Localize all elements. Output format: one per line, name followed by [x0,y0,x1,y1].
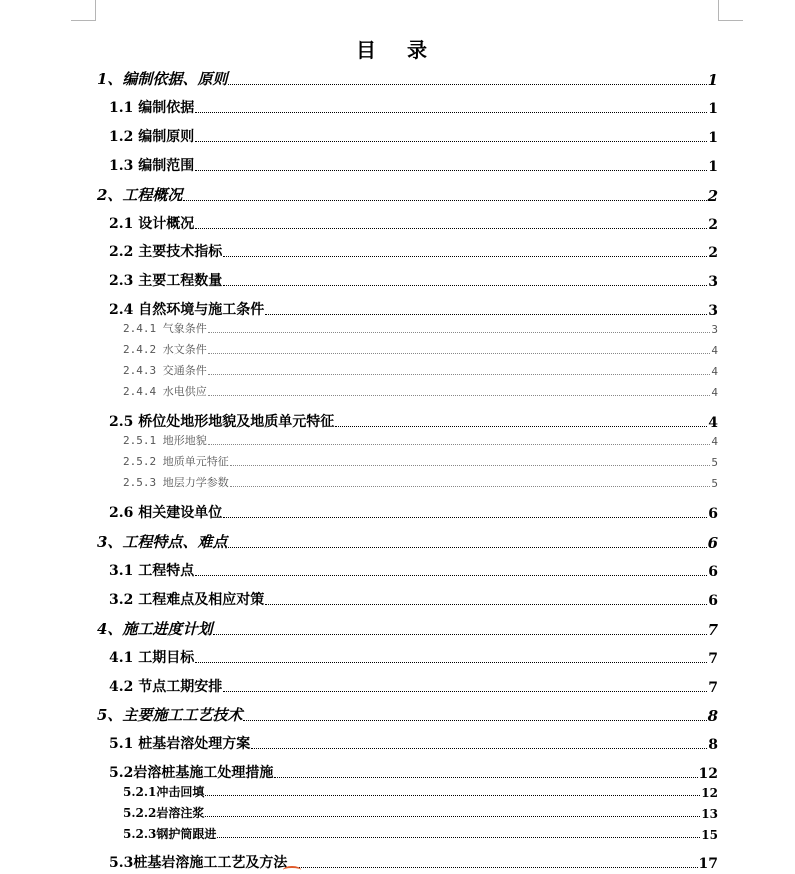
toc-entry[interactable] [97,68,718,89]
toc-entry-page-number: 17 [698,856,718,872]
toc-entry[interactable] [109,213,718,233]
toc-dot-leader [195,112,707,113]
toc-entry-page-number: 5 [711,456,718,469]
toc-entry[interactable] [109,560,718,580]
toc-entry-page-number: 4 [711,344,718,357]
toc-dot-leader [228,547,706,548]
toc-entry-label: 5.2.2岩溶注浆 [123,806,205,820]
toc-entry[interactable] [97,531,718,552]
toc-dot-leader [205,795,700,796]
toc-dot-leader [208,353,711,354]
toc-entry-label: 2.4 自然环境与施工条件 [109,302,265,318]
toc-dot-leader [195,170,707,171]
toc-dot-leader [223,285,707,286]
toc-dot-leader [265,604,707,605]
toc-dot-leader [208,444,711,445]
toc-entry-label: 2.4.3 交通条件 [123,364,207,377]
page-corner-mark-left [71,0,96,21]
toc-dot-leader [205,816,700,817]
toc-entry-label: 2.5.3 地层力学参数 [123,476,229,489]
toc-entry-page-number: 4 [711,435,718,448]
toc-dot-leader [288,867,697,868]
toc-entry-label: 4、施工进度计划 [97,620,213,638]
toc-entry[interactable] [109,411,718,431]
toc-entry-page-number: 7 [708,680,718,696]
toc-entry[interactable] [123,362,718,378]
toc-entry-page-number: 1 [708,101,718,117]
toc-entry[interactable] [109,126,718,146]
toc-entry-page-number: 6 [707,534,718,552]
toc-dot-leader [223,691,707,692]
toc-entry-label: 4.2 节点工期安排 [109,679,223,695]
toc-entry-label: 3、工程特点、难点 [97,533,228,551]
toc-dot-leader [230,486,711,487]
toc-entry[interactable] [123,383,718,399]
toc-entry-label: 2.1 设计概况 [109,216,195,232]
toc-entry-label: 1、编制依据、原则 [97,70,228,88]
toc-entry-page-number: 6 [708,564,718,580]
toc-entry-label: 5.1 桩基岩溶处理方案 [109,736,251,752]
toc-entry[interactable] [97,618,718,639]
toc-entry[interactable] [109,97,718,117]
toc-entry-label: 3.2 工程难点及相应对策 [109,592,265,608]
toc-dot-leader [243,720,706,721]
toc-entry-page-number: 1 [708,130,718,146]
toc-dot-leader [213,634,706,635]
toc-entry-page-number: 15 [701,828,718,842]
toc-dot-leader [223,256,707,257]
toc-dot-leader [208,332,711,333]
toc-dot-leader [208,374,711,375]
toc-dot-leader [228,84,706,85]
toc-entry[interactable] [109,589,718,609]
toc-entry[interactable] [109,241,718,261]
toc-entry-label: 5.2岩溶桩基施工处理措施 [109,765,274,781]
toc-entry-label: 2.4.2 水文条件 [123,343,207,356]
toc-entry-page-number: 4 [708,415,718,431]
toc-entry-page-number: 2 [708,217,718,233]
toc-dot-leader [223,517,707,518]
toc-entry-label: 2.2 主要技术指标 [109,244,223,260]
toc-entry-label: 1.1 编制依据 [109,100,195,116]
toc-entry-page-number: 1 [708,159,718,175]
toc-entry-label: 1.3 编制范围 [109,158,195,174]
toc-dot-leader [195,228,707,229]
toc-entry-label: 2.4.1 气象条件 [123,322,207,335]
toc-entry[interactable] [109,502,718,522]
toc-dot-leader [251,748,707,749]
toc-entry[interactable] [109,270,718,290]
toc-entry-page-number: 5 [711,477,718,490]
toc-entry[interactable] [123,341,718,357]
page-title: 目 录 [356,38,439,62]
toc-entry-label: 4.1 工期目标 [109,650,195,666]
toc-entry-page-number: 7 [708,651,718,667]
toc-dot-leader [195,141,707,142]
toc-entry-label: 1.2 编制原则 [109,129,195,145]
toc-entry[interactable] [123,825,718,842]
toc-entry-page-number: 4 [711,365,718,378]
toc-entry-page-number: 12 [698,766,718,782]
toc-entry[interactable] [109,647,718,667]
toc-entry-page-number: 1 [707,71,718,89]
toc-entry-page-number: 2 [708,245,718,261]
toc-entry[interactable] [109,762,718,782]
toc-entry[interactable] [97,184,718,205]
red-mark-icon [283,866,301,874]
toc-dot-leader [230,465,711,466]
toc-entry-label: 5.2.3钢护筒跟进 [123,827,217,841]
toc-entry[interactable] [123,453,718,469]
toc-entry[interactable] [123,783,718,800]
toc-entry[interactable] [123,320,718,336]
toc-entry-label: 2、工程概况 [97,186,183,204]
toc-entry[interactable] [123,804,718,821]
toc-entry-page-number: 2 [707,187,718,205]
toc-dot-leader [274,777,697,778]
toc-entry-label: 5.3桩基岩溶施工工艺及方法 [109,855,288,871]
toc-entry[interactable] [109,852,718,872]
toc-entry-label: 3.1 工程特点 [109,563,195,579]
toc-entry[interactable] [109,155,718,175]
toc-entry[interactable] [123,432,718,448]
toc-dot-leader [265,314,707,315]
toc-entry-page-number: 12 [701,786,718,800]
toc-entry[interactable] [109,299,718,319]
toc-entry[interactable] [109,676,718,696]
toc-entry[interactable] [109,733,718,753]
toc-dot-leader [195,662,707,663]
toc-entry-page-number: 8 [708,737,718,753]
toc-entry-page-number: 3 [708,303,718,319]
toc-entry-label: 5、主要施工工艺技术 [97,706,243,724]
toc-dot-leader [208,395,711,396]
toc-entry-label: 2.5.1 地形地貌 [123,434,207,447]
toc-entry-label: 2.3 主要工程数量 [109,273,223,289]
toc-entry-page-number: 7 [707,621,718,639]
toc-entry-page-number: 8 [707,707,718,725]
toc-entry-page-number: 3 [711,323,718,336]
toc-entry[interactable] [97,704,718,725]
page-corner-mark-right [718,0,743,21]
toc-entry-label: 2.6 相关建设单位 [109,505,223,521]
toc-entry-page-number: 4 [711,386,718,399]
toc-entry-page-number: 3 [708,274,718,290]
toc-entry-label: 2.5.2 地质单元特征 [123,455,229,468]
toc-entry-label: 2.5 桥位处地形地貌及地质单元特征 [109,414,335,430]
toc-entry-page-number: 13 [701,807,718,821]
toc-dot-leader [195,575,707,576]
toc-dot-leader [335,426,707,427]
toc-entry-label: 5.2.1冲击回填 [123,785,205,799]
toc-entry-label: 2.4.4 水电供应 [123,385,207,398]
toc-dot-leader [217,837,700,838]
toc-entry-page-number: 6 [708,593,718,609]
toc-entry-page-number: 6 [708,506,718,522]
toc-dot-leader [183,200,706,201]
toc-entry[interactable] [123,474,718,490]
